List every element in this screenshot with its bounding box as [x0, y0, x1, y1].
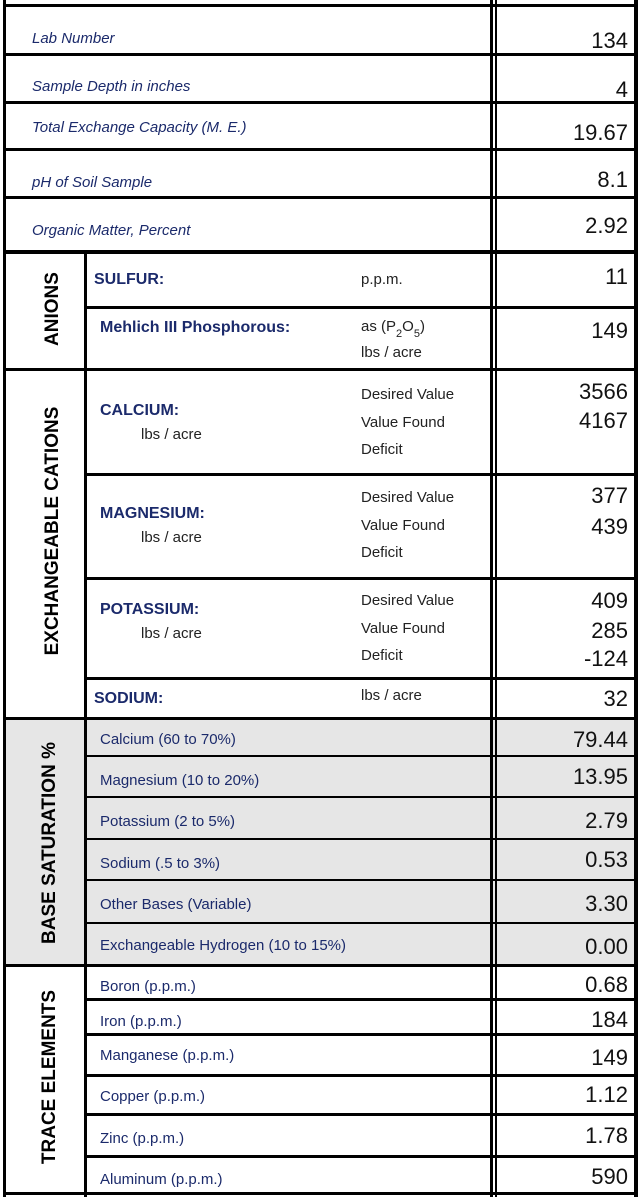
section-label-divider — [84, 252, 87, 1197]
sample-depth-label: Sample Depth in inches — [32, 78, 191, 95]
te-zinc-label: Zinc (p.p.m.) — [100, 1130, 185, 1147]
bs-sodium-label: Sodium (.5 to 3%) — [100, 855, 221, 872]
bs-magnesium-value: 13.95 — [572, 764, 628, 789]
hline-bs-4 — [86, 879, 638, 881]
te-aluminum-value: 590 — [591, 1164, 628, 1189]
sulfur-unit: p.p.m. — [361, 271, 403, 288]
te-boron-label: Boron (p.p.m.) — [100, 978, 196, 995]
ph-label: pH of Soil Sample — [32, 174, 153, 191]
hline-bs-5 — [86, 922, 638, 924]
hline-anions-end — [3, 368, 638, 371]
organic-matter-label: Organic Matter, Percent — [32, 222, 191, 239]
te-aluminum-label: Aluminum (p.p.m.) — [100, 1171, 223, 1188]
base-saturation-section-label: BASE SATURATION % — [39, 742, 60, 944]
magnesium-found-label: Value Found — [361, 517, 445, 534]
calcium-deficit-label: Deficit — [361, 441, 403, 458]
magnesium-found-value: 439 — [591, 514, 628, 539]
phosphorous-value: 149 — [591, 318, 628, 343]
calcium-desired-value: 3566 — [579, 379, 628, 404]
magnesium-desired-label: Desired Value — [361, 489, 455, 506]
phosphorous-label: Mehlich III Phosphorous: — [100, 319, 291, 336]
lab-number-label: Lab Number — [32, 30, 115, 47]
hline-te-2 — [86, 1033, 638, 1036]
phosphorous-unit-line2: lbs / acre — [361, 344, 422, 361]
bs-potassium-label: Potassium (2 to 5%) — [100, 813, 236, 830]
te-copper-label: Copper (p.p.m.) — [100, 1088, 206, 1105]
right-border — [634, 0, 638, 1197]
hline-te-4 — [86, 1113, 638, 1116]
hline-bs-1 — [86, 755, 638, 757]
potassium-found-label: Value Found — [361, 620, 445, 637]
left-border — [3, 0, 6, 1197]
potassium-label: POTASSIUM: — [100, 601, 200, 618]
hline-bs-2 — [86, 796, 638, 798]
potassium-deficit-value: -124 — [583, 646, 628, 671]
hline-bs-end — [3, 964, 638, 967]
calcium-found-value: 4167 — [579, 408, 628, 433]
te-copper-value: 1.12 — [585, 1082, 628, 1107]
hline-te-3 — [86, 1074, 638, 1077]
total-exchange-capacity-value: 19.67 — [572, 120, 628, 145]
bs-other-bases-label: Other Bases (Variable) — [100, 896, 252, 913]
bs-sodium-value: 0.53 — [585, 847, 628, 872]
bs-potassium-value: 2.79 — [585, 808, 628, 833]
bs-hydrogen-value: 0.00 — [585, 934, 628, 959]
trace-elements-section-label: TRACE ELEMENTS — [39, 989, 60, 1165]
calcium-unit: lbs / acre — [141, 426, 202, 443]
magnesium-unit: lbs / acre — [141, 529, 202, 546]
lab-number-value: 134 — [591, 28, 628, 53]
hline-sulfur — [86, 306, 638, 309]
hline-bottom — [3, 1192, 638, 1195]
te-boron-value: 0.68 — [585, 972, 628, 997]
te-manganese-label: Manganese (p.p.m.) — [100, 1047, 235, 1064]
hline-1 — [3, 53, 638, 56]
hline-calcium — [86, 473, 638, 476]
cations-section-label: EXCHANGEABLE CATIONS — [42, 406, 63, 656]
te-zinc-value: 1.78 — [585, 1123, 628, 1148]
organic-matter-value: 2.92 — [585, 213, 628, 238]
anions-section-label: ANIONS — [42, 272, 63, 346]
total-exchange-capacity-label: Total Exchange Capacity (M. E.) — [32, 119, 247, 136]
hline-magnesium — [86, 577, 638, 580]
potassium-unit: lbs / acre — [141, 625, 202, 642]
sodium-label: SODIUM: — [94, 690, 164, 707]
calcium-label: CALCIUM: — [100, 402, 180, 419]
potassium-desired-label: Desired Value — [361, 592, 455, 609]
te-iron-label: Iron (p.p.m.) — [100, 1013, 182, 1030]
calcium-desired-label: Desired Value — [361, 386, 455, 403]
hline-4 — [3, 196, 638, 199]
bs-magnesium-label: Magnesium (10 to 20%) — [100, 772, 260, 789]
ph-value: 8.1 — [597, 167, 628, 192]
bs-calcium-label: Calcium (60 to 70%) — [100, 731, 236, 748]
magnesium-deficit-label: Deficit — [361, 544, 403, 561]
sodium-value: 32 — [603, 686, 628, 711]
potassium-desired-value: 409 — [591, 588, 628, 613]
hline-potassium — [86, 677, 638, 680]
calcium-found-label: Value Found — [361, 414, 445, 431]
hline-5 — [3, 250, 638, 254]
te-iron-value: 184 — [591, 1007, 628, 1032]
te-manganese-value: 149 — [591, 1045, 628, 1070]
hline-bs-3 — [86, 838, 638, 840]
phosphorous-unit: as $(P_2O_5)$ — [361, 318, 425, 340]
potassium-deficit-label: Deficit — [361, 647, 403, 664]
hline-3 — [3, 148, 638, 151]
hline-te-5 — [86, 1155, 638, 1158]
sample-depth-value: 4 — [615, 77, 628, 102]
magnesium-label: MAGNESIUM: — [100, 505, 205, 522]
value-column-divider-2 — [495, 0, 497, 1197]
sodium-unit: lbs / acre — [361, 687, 422, 704]
hline-te-1 — [86, 998, 638, 1001]
value-column-divider — [490, 0, 493, 1197]
bs-calcium-value: 79.44 — [572, 727, 628, 752]
potassium-found-value: 285 — [591, 618, 628, 643]
hline-2 — [3, 101, 638, 104]
hline-cations-end — [3, 717, 638, 720]
bs-other-bases-value: 3.30 — [585, 891, 628, 916]
bs-hydrogen-label: Exchangeable Hydrogen (10 to 15%) — [100, 937, 346, 954]
sulfur-label: SULFUR: — [94, 271, 165, 288]
magnesium-desired-value: 377 — [591, 483, 628, 508]
sulfur-value: 11 — [605, 264, 628, 289]
hline-top — [3, 4, 638, 7]
